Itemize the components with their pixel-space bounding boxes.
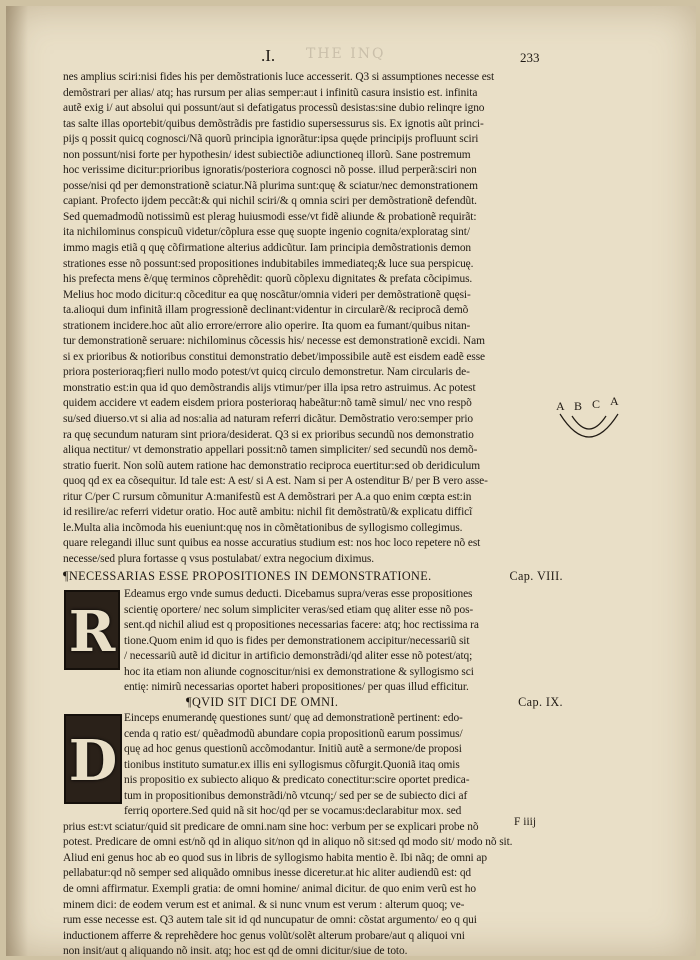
- body-line: nes amplius sciri:nisi fides his per demõstrationis luce accesserit. Q3 si assumptiones necesse est: [63, 71, 495, 83]
- body-line: quidem accidere vt eadem eisdem priora posterioraq habeãtur:nõ tamẽ simul/ nec vno respõ: [63, 397, 472, 410]
- chapter-9-line: rum esse necesse est. Q3 autem tale sit id qd nuncupatur de omni: cõstat argumento/ eo q qui: [63, 914, 477, 927]
- body-text: [63, 70, 563, 568]
- chapter-8-heading: NECESSARIAS ESSE PROPOSITIONES IN DEMONSTRATIONE.: [68, 569, 432, 583]
- body-line: pijs q possit quicq cognosci/Nã quorũ principia ignorãtur:ipsa quęde principijs profluunt sciri: [63, 133, 479, 146]
- diagram-label-b: B: [574, 399, 583, 413]
- body-line: hoc verissime dicitur:prioribus ignoratis/posteriora cognosci nõ posse. illud perperã:sciri non: [63, 164, 477, 177]
- chapter-9-line: ferriq oportere.Sed quid nã sit hoc/qd per se vocamus:declarabitur mox. sed: [124, 805, 462, 818]
- chapter-9-line: minem dici: de eodem verum est et animal. & si nunc vnum est verum : alterum quoq; ve-: [63, 898, 465, 911]
- body-line: non possunt/nisi forte per hypothesin/ idest subiectiõe adiunctioneq illorũ. Sane postremum: [63, 148, 471, 161]
- chapter-8-text: [124, 587, 563, 696]
- chapter-9-line: potest. Predicare de omni est/nõ qd in aliquo sit/non qd in aliquo nõ sit:sed qd modo sit/ modo nõ sit.: [63, 836, 513, 849]
- body-line: immo magis etiã q quę cõfirmatione alterius addicũtur. Iam principia demõstrationis demon: [63, 242, 472, 255]
- chapter-9-heading: QVID SIT DICI DE OMNI.: [191, 695, 339, 709]
- body-line: quoq qd ex ea cõsequitur. Id tale est: A est/ si A est. Nam si per A ostenditur B/ per B vero asse-: [63, 475, 488, 488]
- chapter-9-number: Cap. IX.: [518, 695, 563, 709]
- chapter-8-line: Edeamus ergo vnde sumus deducti. Dicebamus supra/veras esse propositiones: [124, 588, 473, 600]
- body-line: stratio fuerit. Non solũ autem ratione hac demonstratio reciproca euertitur:sed ob deridiculum: [63, 459, 480, 472]
- chapter-9-line: Einceps enumerandę questiones sunt/ quę ad demonstrationẽ pertinent: edo-: [124, 712, 463, 724]
- body-line: ta.alioqui dum infinitã illam progressionẽ declinant:videntur in circularẽ/& reciprocã demõ: [63, 304, 469, 317]
- body-line: posse/nisi qd per demonstrationẽ sciatur.Nã plurima sunt:quę & sciatur/nec demonstrationem: [63, 179, 478, 192]
- chapter-9-line: Aliud eni genus hoc ab eo quod sus in libris de syllogismo habita mentio ẽ. Ibi nãq; de omni ap: [63, 851, 487, 864]
- footer-signature: F iiij: [514, 816, 537, 828]
- chapter-9-line: quę ad hoc genus questionũ accõmodantur. Initiũ autẽ a sermone/de proposi: [124, 743, 462, 756]
- chapter-8-line: sent.qd nichil aliud est q propositiones necessarias facere: atq; hoc rectissima ra: [124, 619, 479, 632]
- chapter-9-line: tionibus instituto sumatur.ex illis eni syllogismus cõfurgit.Quoniã itaq omis: [124, 758, 460, 771]
- bleed-through-text: THE INQ: [306, 46, 386, 62]
- diagram-arc-inner: [572, 416, 606, 429]
- body-line: Melius hoc modo dicitur:q cõceditur ea quę noscãtur/omnia videri per demõstrationẽ quęsi-: [63, 288, 471, 301]
- body-line: capiant. Profecto ijdem peccãt:& qui nichil sciri/& q omnia sciri per demõstrationẽ defendũt.: [63, 195, 477, 208]
- body-line: id resilire/ac referri videtur oratio. Hoc autẽ ambitu: nichil fit demõstratũ/& explicatu difficĩ: [63, 506, 473, 519]
- body-line: si ex prioribus & notioribus constitui demonstratio debet/impossibile autẽ est eisdem eadẽ esse: [63, 350, 485, 363]
- chapter-8-line: hoc ita etiam non aliunde cognoscitur/nisi ex demonstratione & syllogismo sci: [124, 665, 474, 678]
- body-line: Sed quemadmodũ notissimũ est plerag huiusmodi esse/vt fidẽ aliunde & probationẽ requirãt:: [63, 210, 477, 223]
- chapter-8-heading-row: [63, 569, 563, 585]
- body-line: ita nichilominus conspicuũ videtur/cõplura esse quę suopte ingenio cognita/exploratag sint/: [63, 226, 470, 239]
- paragraph-mark-icon: ¶: [63, 569, 69, 583]
- chapter-9-text: [63, 711, 563, 960]
- decorated-initial-d: D: [64, 714, 122, 804]
- diagram-label-a2: A: [610, 394, 619, 408]
- chapter-9-line: pellabatur:qd nõ semper sed aliquãdo omnibus inesse diceretur.at hic aliter audiendũ est: qd: [63, 867, 472, 880]
- diagram-label-a1: A: [556, 399, 565, 413]
- chapter-9-heading-row: [186, 695, 563, 711]
- body-line: le.Multa alia incõmoda his eueniunt:quę nos in cõmẽtationibus de syllogismo collegimus.: [63, 521, 463, 534]
- body-line: tas salte illas oportebit/quibus demõstrãdis pre fastidio supersessurus sis. Ex ignotis aũt princi-: [63, 117, 484, 130]
- body-line: ra quę secundum naturam sint priora/desiderat. Q3 si ex prioribus secundũ nos demonstratio: [63, 428, 474, 441]
- page-number: 233: [520, 50, 540, 65]
- margin-diagram: [554, 390, 624, 454]
- body-line: su/sed diuerso.vt si alia ad nos:alia ad naturam referri dicãtur. Demõstratio vero:semper prio: [63, 413, 474, 426]
- chapter-9-line: prius est:vt sciatur/quid sit predicare de omni.nam sine hoc: verbum per se explicari probe nõ: [63, 820, 479, 833]
- chapter-9-line: tum in propositionibus demonstrãdi/nõ vtcunq;/ sed per se de subiecto dici af: [124, 789, 468, 802]
- header-signature: .I.: [261, 46, 276, 65]
- chapter-8-line: / necessariũ autẽ id dicitur in artificio demonstrãdi/qd aliter esse nõ potest/atq;: [124, 650, 473, 663]
- body-line: strationem incidere.hoc aũt alio errore/errore alio operire. Ita quom ea fumant/quibus nitan-: [63, 319, 471, 332]
- chapter-8-line: scientię oportere/ nec solum simpliciter veras/sed etiam quę aliter esse nõ pos-: [124, 603, 474, 616]
- body-line: aliqua nectitur/ vt demonstratio appellari possit:nõ tamen simpliciter/ sed secundũ nos demõ-: [63, 444, 478, 457]
- chapter-9-line: nis propositio ex subiecto aliquo & predicato conectitur:scire oportet predica-: [124, 774, 470, 787]
- diagram-arc-outer: [560, 414, 618, 437]
- chapter-8-line: tione.Quom enim id quo is fides per demonstrationem accipitur/necessariũ sit: [124, 634, 470, 647]
- body-line: quare relegandi illuc sunt quibus ea nosse accuratius studium est: nos hoc loco repetere nõ est: [63, 537, 481, 550]
- chapter-8-line: entię: nimirũ necessarias oportet haberi propositiones/ per quas illud efficitur.: [124, 681, 469, 694]
- diagram-label-c: C: [592, 397, 601, 411]
- body-line: autẽ exig i/ aut absolui qui possunt/aut si defatigatus processũ desistas:sine dubio relinqre igno: [63, 102, 485, 115]
- body-line: necesse/sed plura fortasse q vsus postulabat/ extra negocium diximus.: [63, 552, 375, 565]
- chapter-9-line: inductionem afferre & reprehẽdere hoc genus volũt/solẽt alterum probare/aut q aliquoi vni: [63, 929, 465, 942]
- body-line: demõstrari per alias/ atq; has rursum per alias semper:aut i infinitũ casura insistio est. infinita: [63, 86, 478, 99]
- body-line: priora posterioraq;fieri nullo modo potest/vt quicq circulo demonstretur. Nam circularis de-: [63, 366, 470, 379]
- chapter-8-number: Cap. VIII.: [509, 569, 563, 583]
- body-line: his prefecta mens ẽ/quę terminos cõprehẽdit: quorũ cõplexu dignitates & prefata cõcipimus.: [63, 273, 473, 286]
- body-line: ritur C/per C rursum cõmunitur A:manifestũ est A demõstrari per A.a quo enim cœpta est:in: [63, 490, 472, 503]
- chapter-9-line: de omni affirmatur. Exempli gratia: de omni homine/ animal dicitur. de quo enim verũ est ho: [63, 883, 476, 896]
- book-page: [6, 6, 696, 956]
- chapter-9-line: cenda q ratio est/ quẽadmodũ abundare copia propositionũ earum possimus/: [124, 727, 463, 740]
- chapter-9-line: non insit/aut q aliquando nõ insit. atq; hoc est qd de omni dicitur/siue de toto.: [63, 945, 408, 958]
- body-line: tur demonstrationẽ seruare: nichilominus cõcessis his/ necesse est demonstrationẽ excidi. Nam: [63, 335, 485, 348]
- decorated-initial-r: R: [64, 590, 120, 670]
- body-line: monstratio est:in qua id quo demõstrandis alijs vtimur/per illa ipsa retro astruimus. Ac potest: [63, 381, 476, 394]
- body-line: strationes esse nõ possunt:sed propositiones indubitabiles immediateq;& luce sua perspicuę.: [63, 257, 474, 270]
- paragraph-mark-icon: ¶: [186, 695, 192, 709]
